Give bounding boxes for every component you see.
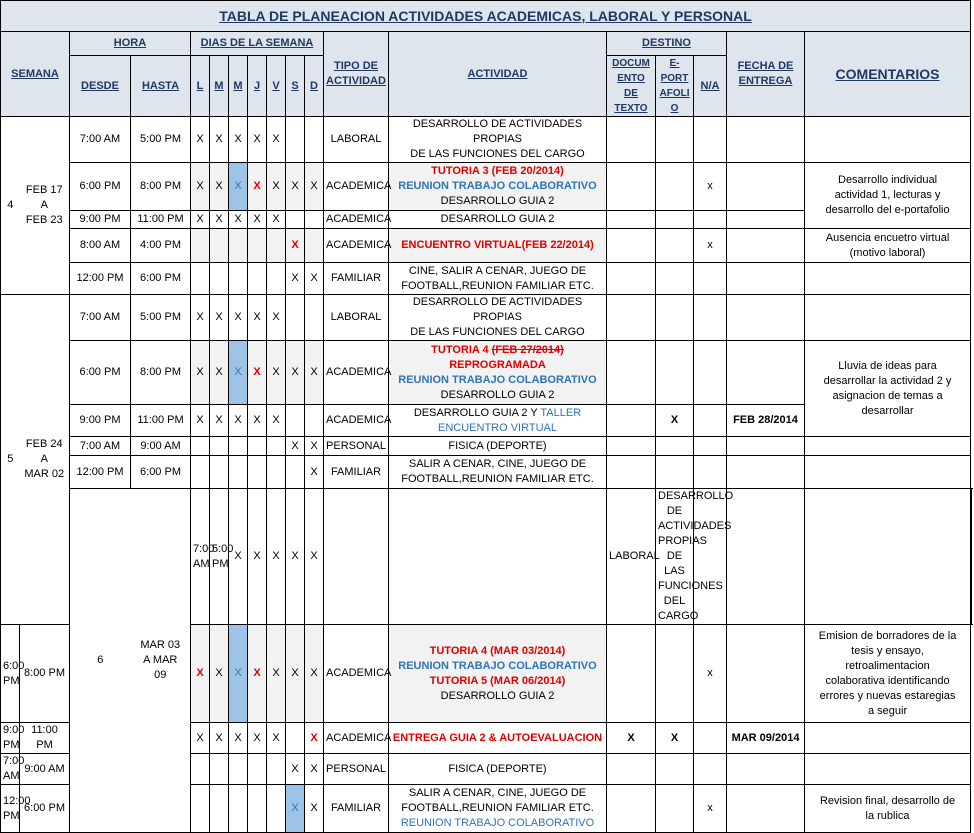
hasta-cell: 8:00 PM bbox=[131, 163, 191, 211]
day-mark: X bbox=[210, 341, 229, 405]
comentario-cell bbox=[805, 723, 971, 754]
day-mark: X bbox=[248, 211, 267, 229]
table-row bbox=[1, 437, 972, 456]
day-mark: X bbox=[191, 723, 210, 754]
day-mark bbox=[229, 785, 248, 833]
actividad-cell: SALIR A CENAR, CINE, JUEGO DE FOOTBALL,REUNION FAMILIAR ETC. bbox=[389, 456, 607, 489]
day-mark bbox=[210, 754, 229, 785]
hasta-cell: 9:00 AM bbox=[20, 754, 70, 785]
tipo-header: TIPO DE ACTIVIDAD bbox=[324, 32, 389, 117]
day-mark bbox=[191, 456, 210, 489]
day-mark bbox=[210, 456, 229, 489]
eportafolio-cell bbox=[656, 341, 694, 405]
hasta-cell: 8:00 PM bbox=[131, 341, 191, 405]
day-mark bbox=[248, 456, 267, 489]
eportafolio-cell bbox=[656, 263, 694, 295]
day-mark bbox=[210, 229, 229, 263]
week-dates: FEB 17 A FEB 23 bbox=[20, 117, 70, 295]
fecha-cell bbox=[727, 263, 805, 295]
day-mark: X bbox=[286, 785, 305, 833]
day-mark: X bbox=[210, 625, 229, 723]
tipo-cell: ACADEMICA bbox=[324, 625, 389, 723]
day-mark: X bbox=[267, 489, 286, 625]
comentario-cell bbox=[805, 295, 971, 341]
desde-cell: 12:00 PM bbox=[1, 785, 20, 833]
day-mark bbox=[248, 437, 267, 456]
day-mark: X bbox=[248, 117, 267, 163]
table-row bbox=[1, 229, 972, 263]
day-mark: X bbox=[229, 117, 248, 163]
day-mark: X bbox=[286, 489, 305, 625]
day-mark: X bbox=[305, 723, 324, 754]
eportafolio-cell bbox=[727, 489, 805, 625]
eportafolio-cell bbox=[656, 163, 694, 211]
desde-cell: 6:00 PM bbox=[70, 341, 131, 405]
day-mark: X bbox=[248, 341, 267, 405]
week-dates: FEB 24 A MAR 02 bbox=[20, 295, 70, 625]
day-mark bbox=[305, 211, 324, 229]
day-mark: X bbox=[210, 405, 229, 437]
day-mark bbox=[191, 263, 210, 295]
day-mark bbox=[286, 211, 305, 229]
tipo-cell: ACADEMICA bbox=[324, 211, 389, 229]
eportafolio-cell bbox=[656, 754, 694, 785]
day-mark bbox=[305, 229, 324, 263]
na-cell: x bbox=[694, 625, 727, 723]
actividad-cell: ENCUENTRO VIRTUAL(FEB 22/2014) bbox=[389, 229, 607, 263]
fecha-cell: MAR 09/2014 bbox=[727, 723, 805, 754]
day-mark: X bbox=[286, 163, 305, 211]
comentarios-header: COMENTARIOS bbox=[805, 32, 971, 117]
day-mark: X bbox=[191, 163, 210, 211]
na-cell: x bbox=[694, 229, 727, 263]
comentario-cell: Ausencia encuetro virtual (motivo laboral) bbox=[805, 229, 971, 263]
day-mark bbox=[210, 263, 229, 295]
comentario-cell: Desarrollo individual actividad 1, lecturas y desarrollo del e-portafolio bbox=[805, 163, 971, 229]
day-mark: X bbox=[305, 489, 324, 625]
actividad-cell: TUTORIA 3 (FEB 20/2014) REUNION TRABAJO COLABORATIVO DESARROLLO GUIA 2 bbox=[389, 163, 607, 211]
documento-cell bbox=[607, 295, 656, 341]
na-cell bbox=[694, 437, 727, 456]
eportafolio-cell bbox=[656, 456, 694, 489]
day-mark bbox=[305, 405, 324, 437]
week-number: 5 bbox=[1, 295, 20, 625]
tipo-cell: ACADEMICA bbox=[324, 163, 389, 211]
documento-cell bbox=[607, 163, 656, 211]
documento-cell bbox=[607, 456, 656, 489]
desde-header: DESDE bbox=[70, 56, 131, 117]
day-mark: X bbox=[267, 341, 286, 405]
day-mark: X bbox=[248, 163, 267, 211]
desde-cell: 6:00 PM bbox=[1, 625, 20, 723]
day-mark: X bbox=[286, 437, 305, 456]
day-mark: X bbox=[191, 117, 210, 163]
desde-cell: 9:00 PM bbox=[70, 211, 131, 229]
fecha-cell bbox=[727, 163, 805, 211]
hasta-header: HASTA bbox=[131, 56, 191, 117]
actividad-cell: ENTREGA GUIA 2 & AUTOEVALUACION bbox=[389, 723, 607, 754]
na-cell bbox=[694, 295, 727, 341]
na-cell bbox=[694, 341, 727, 405]
tipo-cell: LABORAL bbox=[607, 489, 656, 625]
fecha-cell bbox=[727, 625, 805, 723]
desde-cell: 12:00 PM bbox=[70, 456, 131, 489]
day-mark: X bbox=[267, 625, 286, 723]
day-mark bbox=[324, 489, 389, 625]
tipo-cell: LABORAL bbox=[324, 295, 389, 341]
tipo-cell: ACADEMICA bbox=[324, 229, 389, 263]
documento-cell bbox=[607, 437, 656, 456]
actividad-cell: DESARROLLO DE ACTIVIDADES PROPIAS DE LAS FUNCIONES DEL CARGO bbox=[389, 295, 607, 341]
na-cell: x bbox=[694, 785, 727, 833]
day-mark: X bbox=[210, 117, 229, 163]
actividad-cell: FISICA (DEPORTE) bbox=[389, 437, 607, 456]
day-mark: X bbox=[305, 785, 324, 833]
day-mark: X bbox=[286, 625, 305, 723]
day-mark: X bbox=[267, 117, 286, 163]
table-row bbox=[1, 263, 972, 295]
documento-cell bbox=[607, 785, 656, 833]
day-mark: X bbox=[286, 341, 305, 405]
tipo-cell: LABORAL bbox=[324, 117, 389, 163]
na-cell bbox=[694, 754, 727, 785]
eportafolio-cell bbox=[656, 229, 694, 263]
tipo-cell: ACADEMICA bbox=[324, 723, 389, 754]
actividad-cell: SALIR A CENAR, CINE, JUEGO DE FOOTBALL,REUNION FAMILIAR ETC. REUNION TRABAJO COLABORATIVO bbox=[389, 785, 607, 833]
semana-header: SEMANA bbox=[1, 32, 70, 117]
hasta-cell: 6:00 PM bbox=[131, 263, 191, 295]
day-mark: X bbox=[305, 437, 324, 456]
desde-cell: 9:00 PM bbox=[70, 405, 131, 437]
desde-cell: 7:00 AM bbox=[1, 754, 20, 785]
eportafolio-cell bbox=[656, 117, 694, 163]
na-cell bbox=[694, 456, 727, 489]
day-mark: X bbox=[210, 723, 229, 754]
page-title: TABLA DE PLANEACION ACTIVIDADES ACADEMICAS, LABORAL Y PERSONAL bbox=[1, 1, 971, 32]
day-mark: X bbox=[305, 625, 324, 723]
day-mark: X bbox=[191, 295, 210, 341]
comentario-cell: Emision de borradores de la tesis y ensayo, retroalimentacion colaborativa identificando errores y nuevas estaregias a seguir bbox=[805, 625, 971, 723]
fecha-cell bbox=[727, 785, 805, 833]
tipo-cell: PERSONAL bbox=[324, 437, 389, 456]
day-mark: X bbox=[305, 163, 324, 211]
day-mark bbox=[248, 785, 267, 833]
comentario-cell bbox=[805, 754, 971, 785]
actividad-cell: DESARROLLO DE ACTIVIDADES PROPIAS DE LAS FUNCIONES DEL CARGO bbox=[389, 117, 607, 163]
tipo-cell: FAMILIAR bbox=[324, 785, 389, 833]
hasta-cell: 5:00 PM bbox=[131, 117, 191, 163]
day-mark: X bbox=[229, 723, 248, 754]
day-header: M bbox=[210, 56, 229, 117]
tipo-cell: ACADEMICA bbox=[324, 341, 389, 405]
desde-cell: 7:00 AM bbox=[70, 437, 131, 456]
day-mark: X bbox=[210, 163, 229, 211]
day-mark bbox=[267, 754, 286, 785]
week-number: 6 bbox=[70, 489, 131, 833]
day-mark bbox=[389, 489, 607, 625]
hasta-cell: 11:00 PM bbox=[131, 405, 191, 437]
day-mark: X bbox=[210, 211, 229, 229]
eportafolio-cell bbox=[656, 437, 694, 456]
actividad-cell: DESARROLLO GUIA 2 Y TALLER ENCUENTRO VIRTUAL bbox=[389, 405, 607, 437]
eportafolio-cell: X bbox=[656, 405, 694, 437]
fecha-cell bbox=[727, 341, 805, 405]
documento-cell bbox=[607, 341, 656, 405]
documento-cell: X bbox=[607, 723, 656, 754]
table-row bbox=[1, 163, 972, 211]
documento-cell bbox=[694, 489, 727, 625]
actividad-cell: CINE, SALIR A CENAR, JUEGO DE FOOTBALL,REUNION FAMILIAR ETC. bbox=[389, 263, 607, 295]
day-header: D bbox=[305, 56, 324, 117]
table-row bbox=[1, 456, 972, 489]
day-mark: X bbox=[267, 405, 286, 437]
day-mark bbox=[286, 117, 305, 163]
documento-cell bbox=[607, 625, 656, 723]
week-number: 4 bbox=[1, 117, 20, 295]
day-mark: X bbox=[248, 625, 267, 723]
day-mark: X bbox=[191, 625, 210, 723]
table-row bbox=[1, 295, 972, 341]
hasta-cell: 9:00 AM bbox=[131, 437, 191, 456]
hasta-cell: 11:00 PM bbox=[20, 723, 70, 754]
documento-cell bbox=[607, 229, 656, 263]
day-mark: X bbox=[305, 754, 324, 785]
day-mark: X bbox=[191, 211, 210, 229]
day-header: S bbox=[286, 56, 305, 117]
desde-cell: 7:00 AM bbox=[70, 295, 131, 341]
day-mark bbox=[229, 229, 248, 263]
day-mark: X bbox=[305, 456, 324, 489]
fecha-cell bbox=[727, 117, 805, 163]
actividad-cell: DESARROLLO GUIA 2 bbox=[389, 211, 607, 229]
day-header: J bbox=[248, 56, 267, 117]
day-mark bbox=[305, 295, 324, 341]
comentario-cell bbox=[805, 263, 971, 295]
day-mark: X bbox=[267, 723, 286, 754]
week-dates: MAR 03 A MAR 09 bbox=[131, 489, 191, 833]
day-mark: X bbox=[248, 489, 267, 625]
actividad-cell: TUTORIA 4 (FEB 27/2014) REPROGRAMADA REUNION TRABAJO COLABORATIVO DESARROLLO GUIA 2 bbox=[389, 341, 607, 405]
day-mark: X bbox=[248, 295, 267, 341]
desde-cell: 7:00 AM bbox=[191, 489, 210, 625]
day-mark: X bbox=[267, 295, 286, 341]
documento-header: DOCUM ENTO DE TEXTO bbox=[607, 56, 656, 117]
day-mark bbox=[305, 117, 324, 163]
day-mark bbox=[267, 437, 286, 456]
tipo-cell: ACADEMICA bbox=[324, 405, 389, 437]
day-mark bbox=[191, 229, 210, 263]
table-row bbox=[1, 489, 972, 625]
day-mark bbox=[267, 785, 286, 833]
eportafolio-cell: X bbox=[656, 723, 694, 754]
eportafolio-header: E- PORT AFOLI O bbox=[656, 56, 694, 117]
tipo-cell: PERSONAL bbox=[324, 754, 389, 785]
actividad-cell: FISICA (DEPORTE) bbox=[389, 754, 607, 785]
day-mark bbox=[229, 437, 248, 456]
desde-cell: 9:00 PM bbox=[1, 723, 20, 754]
hasta-cell: 5:00 PM bbox=[131, 295, 191, 341]
day-header: V bbox=[267, 56, 286, 117]
comentario-cell bbox=[805, 117, 971, 163]
documento-cell bbox=[607, 117, 656, 163]
day-mark: X bbox=[286, 229, 305, 263]
na-cell bbox=[694, 263, 727, 295]
eportafolio-cell bbox=[656, 211, 694, 229]
actividad-header: ACTIVIDAD bbox=[389, 32, 607, 117]
documento-cell bbox=[607, 263, 656, 295]
day-header: M bbox=[229, 56, 248, 117]
day-mark: X bbox=[229, 341, 248, 405]
hasta-cell: 5:00 PM bbox=[210, 489, 229, 625]
na-cell bbox=[805, 489, 971, 625]
na-cell bbox=[694, 211, 727, 229]
fecha-cell bbox=[727, 295, 805, 341]
hasta-cell: 11:00 PM bbox=[131, 211, 191, 229]
fecha-cell bbox=[727, 456, 805, 489]
day-mark bbox=[248, 263, 267, 295]
day-header: L bbox=[191, 56, 210, 117]
day-mark: X bbox=[210, 295, 229, 341]
fecha-cell bbox=[727, 211, 805, 229]
day-mark: X bbox=[191, 341, 210, 405]
hasta-cell: 4:00 PM bbox=[131, 229, 191, 263]
day-mark bbox=[286, 723, 305, 754]
day-mark: X bbox=[305, 263, 324, 295]
day-mark: X bbox=[229, 163, 248, 211]
day-mark: X bbox=[191, 405, 210, 437]
destino-header: DESTINO bbox=[607, 32, 727, 56]
eportafolio-cell bbox=[656, 785, 694, 833]
hasta-cell: 6:00 PM bbox=[20, 785, 70, 833]
documento-cell bbox=[607, 211, 656, 229]
day-mark: X bbox=[267, 163, 286, 211]
day-mark bbox=[267, 229, 286, 263]
desde-cell: 12:00 PM bbox=[70, 263, 131, 295]
day-mark: X bbox=[305, 341, 324, 405]
day-mark: X bbox=[286, 754, 305, 785]
actividad-cell: TUTORIA 4 (MAR 03/2014) REUNION TRABAJO COLABORATIVO TUTORIA 5 (MAR 06/2014) DESARROLLO GUIA 2 bbox=[389, 625, 607, 723]
day-mark: X bbox=[229, 405, 248, 437]
day-mark bbox=[210, 785, 229, 833]
day-mark bbox=[191, 785, 210, 833]
day-mark: X bbox=[248, 723, 267, 754]
day-mark: X bbox=[248, 405, 267, 437]
desde-cell: 8:00 AM bbox=[70, 229, 131, 263]
day-mark bbox=[286, 405, 305, 437]
day-mark: X bbox=[286, 263, 305, 295]
fecha-header: FECHA DE ENTREGA bbox=[727, 32, 805, 117]
day-mark bbox=[210, 437, 229, 456]
day-mark bbox=[191, 754, 210, 785]
comentario-cell: Lluvia de ideas para desarrollar la actividad 2 y asignacion de temas a desarrollar bbox=[805, 341, 971, 437]
hora-header: HORA bbox=[70, 32, 191, 56]
na-header: N/A bbox=[694, 56, 727, 117]
day-mark: X bbox=[229, 489, 248, 625]
na-cell bbox=[694, 117, 727, 163]
day-mark bbox=[286, 295, 305, 341]
day-mark: X bbox=[229, 295, 248, 341]
day-mark bbox=[229, 754, 248, 785]
fecha-cell bbox=[727, 754, 805, 785]
hasta-cell: 8:00 PM bbox=[20, 625, 70, 723]
eportafolio-cell bbox=[656, 295, 694, 341]
fecha-cell: FEB 28/2014 bbox=[727, 405, 805, 437]
fecha-cell bbox=[727, 229, 805, 263]
eportafolio-cell bbox=[656, 625, 694, 723]
documento-cell bbox=[607, 754, 656, 785]
day-mark bbox=[229, 456, 248, 489]
na-cell: x bbox=[694, 163, 727, 211]
day-mark bbox=[267, 263, 286, 295]
day-mark bbox=[229, 263, 248, 295]
actividad-cell: DESARROLLO DE ACTIVIDADES PROPIAS DE LAS FUNCIONES DEL CARGO bbox=[656, 489, 694, 625]
day-mark bbox=[191, 437, 210, 456]
day-mark bbox=[248, 229, 267, 263]
table-row bbox=[1, 117, 972, 163]
day-mark: X bbox=[229, 211, 248, 229]
day-mark: X bbox=[229, 625, 248, 723]
comentario-cell: Revision final, desarrollo de la rublica bbox=[805, 785, 971, 833]
na-cell bbox=[694, 723, 727, 754]
desde-cell: 7:00 AM bbox=[70, 117, 131, 163]
table-row bbox=[1, 341, 972, 405]
day-mark bbox=[267, 456, 286, 489]
fecha-cell bbox=[727, 437, 805, 456]
comentario-cell bbox=[805, 437, 971, 456]
day-mark bbox=[286, 456, 305, 489]
na-cell bbox=[694, 405, 727, 437]
day-mark: X bbox=[267, 211, 286, 229]
hasta-cell: 6:00 PM bbox=[131, 456, 191, 489]
day-mark bbox=[248, 754, 267, 785]
documento-cell bbox=[607, 405, 656, 437]
tipo-cell: FAMILIAR bbox=[324, 456, 389, 489]
dias-header: DIAS DE LA SEMANA bbox=[191, 32, 324, 56]
tipo-cell: FAMILIAR bbox=[324, 263, 389, 295]
comentario-cell bbox=[805, 456, 971, 489]
desde-cell: 6:00 PM bbox=[70, 163, 131, 211]
